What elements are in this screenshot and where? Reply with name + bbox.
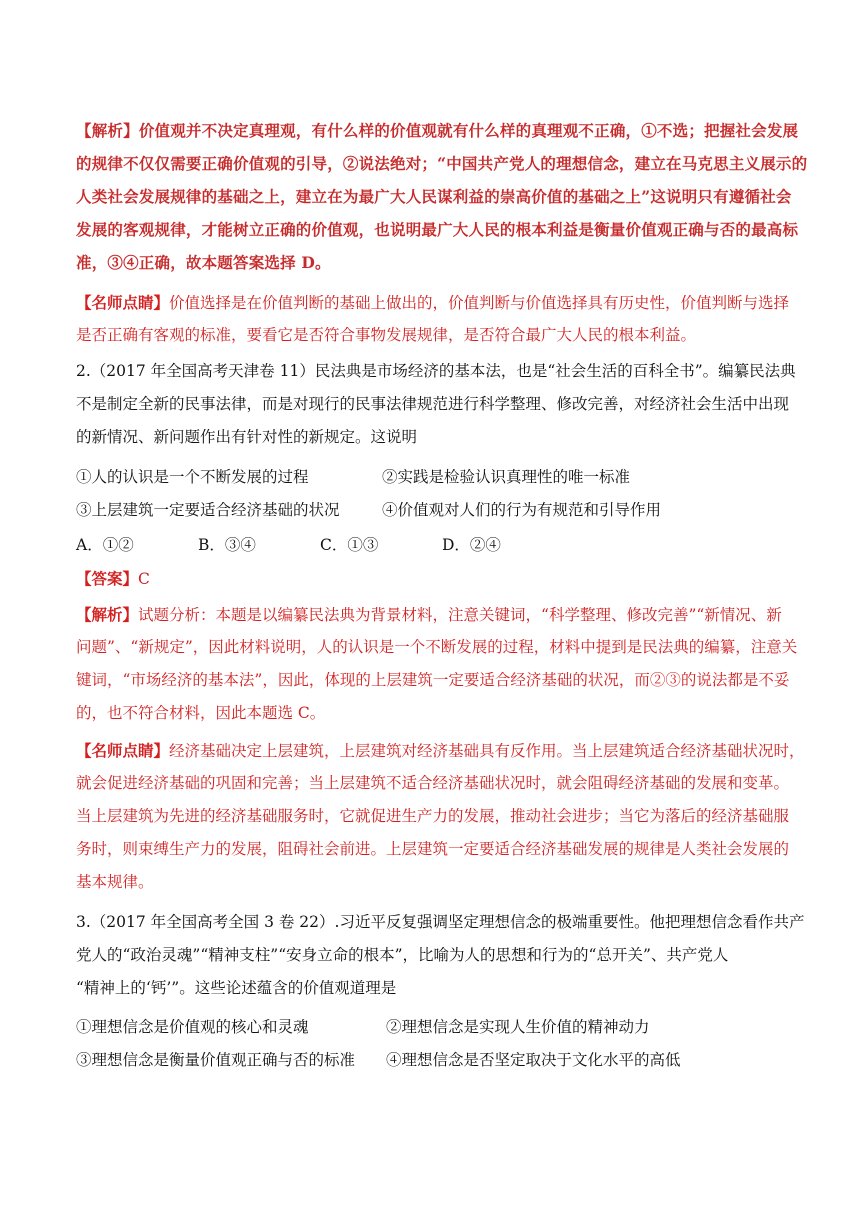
question-2-items-row-2 bbox=[76, 494, 816, 527]
tip-2-line: 务时，则束缚生产力的发展，阻碍社会前进。上层建筑一定要适合经济基础发展的规律是人类社会发展的 bbox=[76, 840, 790, 858]
question-2-item: ①人的认识是一个不断发展的过程 bbox=[76, 468, 309, 486]
analysis-1-line: 价值观并不决定真理观，有什么样的价值观就有什么样的真理观不正确，①不选；把握社会发展 bbox=[138, 121, 799, 140]
question-3-item: ②理想信念是实现人生价值的精神动力 bbox=[386, 1018, 650, 1036]
tip-1-tag: 【名师点睛】 bbox=[76, 293, 170, 312]
question-2-stem bbox=[76, 355, 816, 454]
question-2-line: 的新情况、新问题作出有针对性的新规定。这说明 bbox=[76, 428, 418, 446]
analysis-2-block bbox=[76, 598, 816, 730]
question-2-line: 不是制定全新的民事法律，而是对现行的民事法律规范进行科学整理、修改完善，对经济社会生活中出现 bbox=[76, 395, 790, 413]
analysis-2-line: 的，也不符合材料，因此本题选 C。 bbox=[76, 704, 326, 722]
analysis-2-line: 键词，“市场经济的基本法”，因此，体现的上层建筑一定要适合经济基础的状况，而②③的说法都是不妥 bbox=[76, 671, 790, 689]
analysis-1-block bbox=[76, 114, 816, 279]
tip-1-line: 价值选择是在价值判断的基础上做出的，价值判断与价值选择具有历史性，价值判断与选择 bbox=[169, 294, 790, 312]
answer-value: C bbox=[138, 570, 150, 588]
tip-2-line: 当上层建筑为先进的经济基础服务时，它就促进生产力的发展，推动社会进步；当它为落后的经济基础服 bbox=[76, 807, 790, 825]
analysis-1-line: 准，③④正确，故本题答案选择 D。 bbox=[76, 253, 331, 272]
question-2-item: ④价值观对人们的行为有规范和引导作用 bbox=[382, 501, 662, 519]
question-2-options bbox=[76, 529, 816, 562]
analysis-2-tag: 【解析】 bbox=[76, 605, 139, 624]
tip-2-line: 就会促进经济基础的巩固和完善；当上层建筑不适合经济基础状况时，就会阻碍经济基础的发展和变革。 bbox=[76, 774, 790, 792]
tip-1-block bbox=[76, 286, 816, 352]
question-3-item: ④理想信念是否坚定取决于文化水平的高低 bbox=[386, 1051, 681, 1069]
tip-2-block bbox=[76, 734, 816, 899]
analysis-1-line: 人类社会发展规律的基础之上，建立在为最广大人民谋利益的崇高价值的基础之上”这说明只有遵循社会 bbox=[76, 187, 792, 206]
option-b: B．③④ bbox=[198, 536, 256, 554]
option-d: D．②④ bbox=[442, 536, 501, 554]
question-3-items-row-1 bbox=[76, 1011, 816, 1044]
tip-2-tag: 【名师点睛】 bbox=[76, 741, 170, 760]
question-2-items-row-1 bbox=[76, 461, 816, 494]
question-3-line: 3.（2017 年全国高考全国 3 卷 22）.习近平反复强调坚定理想信念的极端重要性。他把理想信念看作共产 bbox=[76, 913, 805, 931]
analysis-1-line: 的规律不仅仅需要正确价值观的引导，②说法绝对；“中国共产党人的理想信念，建立在马克思主义展示的 bbox=[76, 154, 808, 173]
question-2-item: ③上层建筑一定要适合经济基础的状况 bbox=[76, 501, 340, 519]
question-2-item: ②实践是检验认识真理性的唯一标准 bbox=[382, 468, 631, 486]
question-3-stem bbox=[76, 906, 816, 1005]
question-3-item: ③理想信念是衡量价值观正确与否的标准 bbox=[76, 1051, 356, 1069]
answer-tag: 【答案】 bbox=[76, 569, 139, 588]
question-3-items-row-2 bbox=[76, 1044, 816, 1077]
answer-2 bbox=[76, 562, 816, 595]
analysis-1-tag: 【解析】 bbox=[76, 121, 139, 140]
tip-2-line: 基本规律。 bbox=[76, 873, 154, 891]
question-3-line: “精神上的‘钙’”。这些论述蕴含的价值观道理是 bbox=[76, 979, 397, 997]
option-a: A．①② bbox=[76, 536, 134, 554]
analysis-2-line: 试题分析：本题是以编纂民法典为背景材料，注意关键词，“科学整理、修改完善”“新情况、新 bbox=[138, 606, 782, 624]
question-2-line: 2.（2017 年全国高考天津卷 11）民法典是市场经济的基本法，也是“社会生活的百科全书”。编纂民法典 bbox=[76, 362, 796, 380]
question-3-item: ①理想信念是价值观的核心和灵魂 bbox=[76, 1018, 309, 1036]
tip-1-line: 是否正确有客观的标准，要看它是否符合事物发展规律，是否符合最广大人民的根本利益。 bbox=[76, 326, 697, 344]
tip-2-line: 经济基础决定上层建筑，上层建筑对经济基础具有反作用。当上层建筑适合经济基础状况时， bbox=[169, 742, 805, 760]
option-c: C．①③ bbox=[320, 536, 379, 554]
question-3-line: 党人的“政治灵魂”“精神支柱”“安身立命的根本”，比喻为人的思想和行为的“总开关”、共产党人 bbox=[76, 946, 729, 964]
analysis-2-line: 问题”、“新规定”，因此材料说明，人的认识是一个不断发展的过程，材料中提到是民法典的编纂，注意关 bbox=[76, 638, 798, 656]
analysis-1-line: 发展的客观规律，才能树立正确的价值观，也说明最广大人民的根本利益是衡量价值观正确与否的最高标 bbox=[76, 220, 799, 239]
